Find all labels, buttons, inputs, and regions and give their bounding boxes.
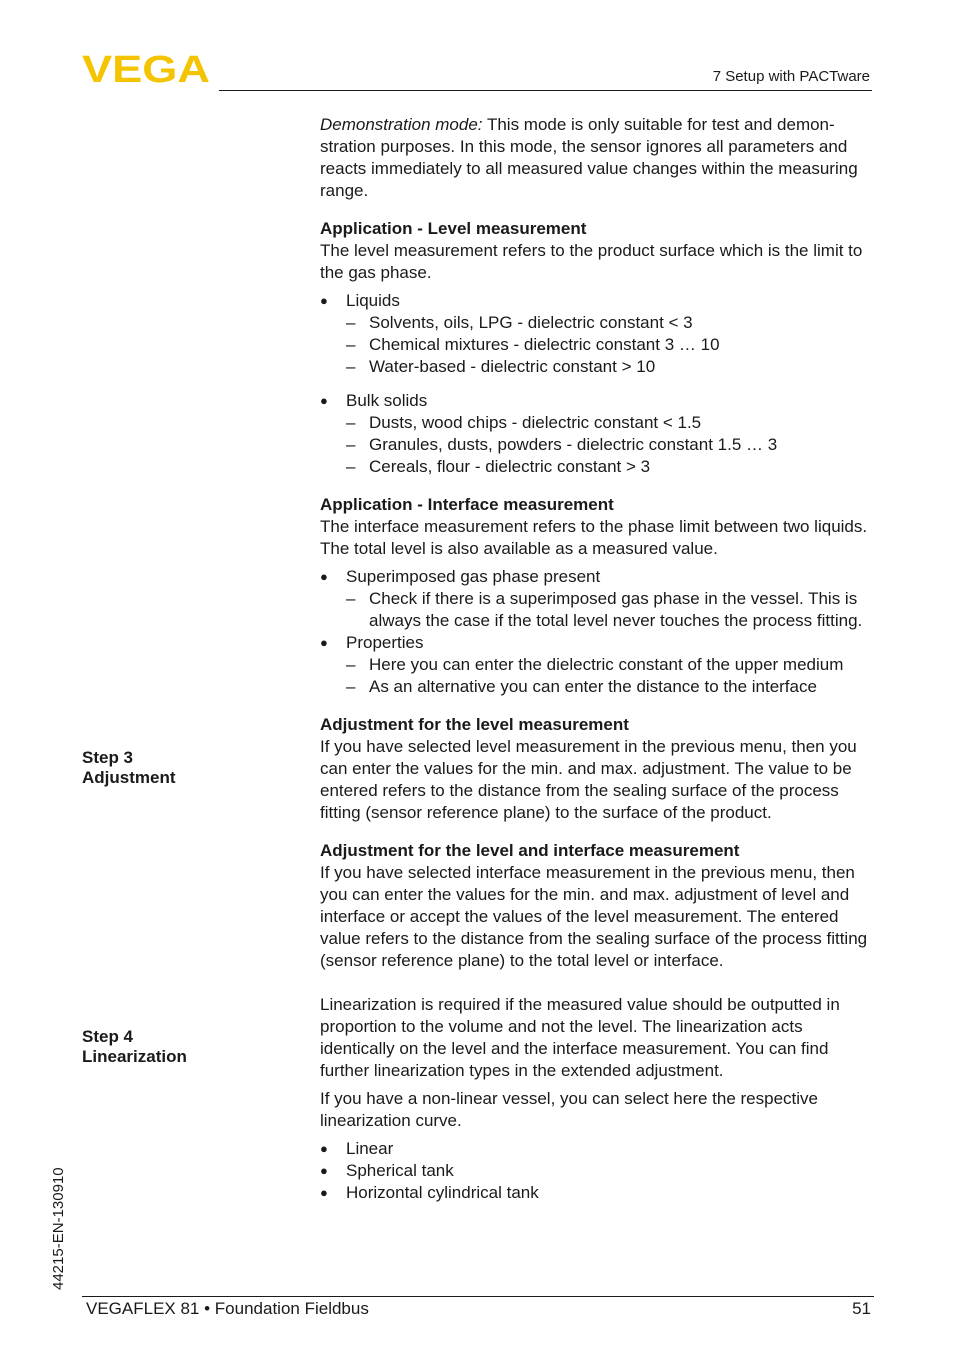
logo-text: VEGA [82,52,210,84]
document-id: 44215-EN-130910 [50,1167,67,1290]
header-rule [219,90,872,91]
header-section-title: 7 Setup with PACTware [712,68,870,85]
app-interface-list [320,566,880,698]
sub-list-item: – Solvents, oils, LPG - dielectric constant < 3 [346,312,880,334]
list-item: ● Superimposed gas phase present – Check if there is a superimposed gas phase in the vessel. This is always the case if the total level never touches the process fitting. [320,566,880,632]
sub-list-item: – Water-based - dielectric constant > 10 [346,356,880,378]
step4-label: Step 4 Linearization [82,1027,187,1066]
step3-heading-interface: Adjustment for the level and interface measurement [320,841,740,860]
sub-list-item: – Chemical mixtures - dielectric constant 3 … 10 [346,334,880,356]
sub-list-item: – Cereals, flour - dielectric constant > 3 [346,456,880,478]
step4-text-curve: If you have a non-linear vessel, you can select here the respective linearization curve. [320,1089,819,1130]
app-level-list [320,290,880,478]
list-item: ● Spherical tank [320,1160,880,1182]
list-item: ● Linear [320,1138,880,1160]
sub-list-item: – Check if there is a superimposed gas phase in the vessel. This is always the case if the total level never touches the process fitting. [346,588,880,632]
sub-list-item: – As an alternative you can enter the distance to the interface [346,676,880,698]
app-level-text: The level measurement refers to the product surface which is the limit to the gas phase. [320,241,863,282]
step3-text-interface: If you have selected interface measurement in the previous menu, then you can enter the values for the min. and max. adjustment of level and interface or accept the values of the level measurement. The entered value refers to the distance from the sealing surface of the process fitting (sensor reference plane) to the total level or interface. [320,863,868,970]
linearization-list [320,1138,880,1204]
list-item: ● Liquids – Solvents, oils, LPG - dielectric constant < 3 – Chemical mixtures - dielectric constant 3 … 10 – Water-based - dielectric constant > 10 [320,290,880,378]
sub-list-item: – Granules, dusts, powders - dielectric constant 1.5 … 3 [346,434,880,456]
list-item: ● Bulk solids – Dusts, wood chips - dielectric constant < 1.5 – Granules, dusts, powders - dielectric constant 1.5 … 3 – Cereals, flour - dielectric constant > 3 [320,390,880,478]
sub-list-item: – Here you can enter the dielectric constant of the upper medium [346,654,880,676]
footer-product: VEGAFLEX 81 • Foundation Fieldbus [86,1299,369,1318]
step3-heading-level: Adjustment for the level measurement [320,715,629,734]
page-number: 51 [852,1299,871,1318]
footer-rule [82,1296,874,1297]
step3-text-level: If you have selected level measurement in the previous menu, then you can enter the values for the min. and max. adjustment. The value to be entered refers to the distance from the sealing surface of the process fitting (sensor reference plane) to the surface of the product. [320,737,857,822]
app-level-heading: Application - Level measurement [320,219,587,238]
vega-logo [82,52,212,84]
app-interface-text: The interface measurement refers to the phase limit between two liquids. The total level is also available as a measured value. [320,517,868,558]
list-item: ● Properties – Here you can enter the dielectric constant of the upper medium – As an alternative you can enter the distance to the interface [320,632,880,698]
step4-text: Linearization is required if the measured value should be outputted in proportion to the volume and not the level. The linearization acts identically on the level and the interface measurement. You can find further linearization types in the extended adjustment. [320,995,840,1080]
sub-list-item: – Dusts, wood chips - dielectric constant < 1.5 [346,412,880,434]
main-content [320,114,880,1204]
demo-paragraph: Demonstration mode: This mode is only suitable for test and demon-stration purposes. In this mode, the sensor ignores all parameters and reacts immediately to all measured value changes within the measuring range. [320,115,858,200]
list-item: ● Horizontal cylindrical tank [320,1182,880,1204]
step3-label: Step 3 Adjustment [82,748,176,787]
app-interface-heading: Application - Interface measurement [320,495,614,514]
